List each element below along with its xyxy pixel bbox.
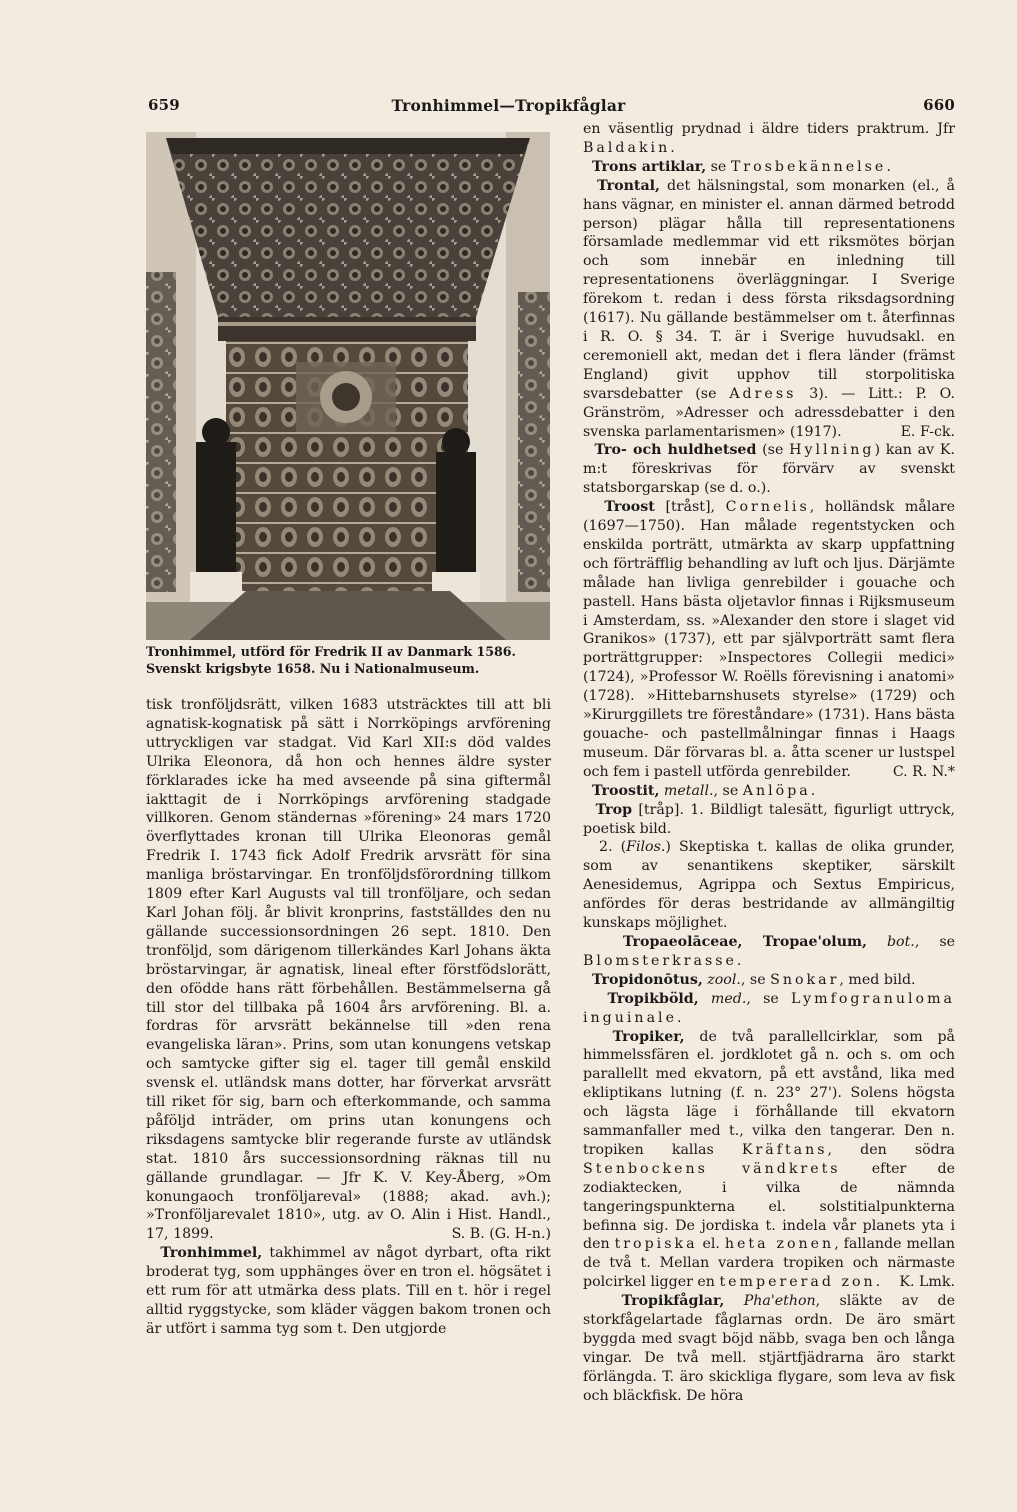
throne-canopy-photo [146, 132, 550, 640]
entry-text: , se [713, 782, 743, 799]
left-column [146, 696, 551, 1339]
entry-continuation [146, 696, 551, 1244]
entry-text: [tråst], [654, 499, 726, 516]
spaced-name: Cornelis [725, 499, 810, 516]
author-signature: S. B. (G. H-n.) [451, 1226, 551, 1243]
entry-tropikfaglar [583, 1292, 955, 1405]
caption-line: Tronhimmel, utförd för Fredrik II av Danmark 1586. [146, 644, 516, 659]
entry-text: , fallande mellan de två t. Mellan vardera tropiken och närmaste polcirkel ligger en [583, 1236, 955, 1291]
entry-text: 3). — Litt.: P. O. Gränström, »Adresser och adressdebatter i den svenska parlamentarismen» (1917). [583, 385, 955, 440]
entry-text: el. [697, 1236, 725, 1253]
entry-text: [tråp]. 1. Bildligt talesätt, figurligt uttryck, poetisk bild. [583, 801, 955, 837]
photo-illustration [146, 132, 550, 640]
page-number-right: 660 [923, 96, 955, 114]
entry-text: , den södra [827, 1141, 956, 1158]
entry-text: . [676, 1009, 682, 1026]
headword: Trop [595, 801, 633, 818]
entry-tro-och-huldhetsed [583, 441, 955, 498]
author-signature: K. Lmk. [899, 1274, 955, 1291]
author-signature: E. F-ck. [900, 423, 955, 440]
figure-caption [146, 644, 554, 677]
entry-trontal [583, 177, 955, 442]
entry-tronhimmel [146, 1244, 551, 1339]
entry-text: . [670, 139, 675, 156]
entry-troostit [583, 782, 955, 801]
entry-text: . [886, 158, 891, 175]
entry-text: (se [756, 442, 790, 459]
subject-label: bot. [886, 933, 915, 950]
entry-text: , med bild. [839, 971, 916, 988]
entry-text: , släkte av de storkfågelartade fåglarnas ordn. De äro smärt byggda med svagt böjd näbb, svaga ben och långa vingar. De två mell. stjärtfjädrarna äro starkt förlängda. T. äro skickliga flygare, som leva av fisk och bläckfisk. De höra [583, 1293, 955, 1404]
headword: Troost [604, 499, 655, 516]
headword: Tropidonōtus, [592, 971, 703, 988]
cross-reference: Trosbekännelse [730, 158, 887, 175]
entry-tropaeolaceae [583, 933, 955, 971]
entry-text: takhimmel av något dyrbart, ofta rikt broderat tyg, som upphänges över en tron el. högsätet i ett rum för att utmärka dess plats. Till en t. hör i regel alltid ryggstycke, som kläder väggen bakom tronen och är utfört i samma tyg som t. Den utgjorde [146, 1245, 551, 1337]
subject-label: metall. [663, 782, 714, 799]
page-number-left: 659 [148, 96, 180, 114]
entry-tropiker [583, 1028, 955, 1293]
running-title: Tronhimmel—Tropikfåglar [391, 96, 626, 115]
spaced-term: Kräftans [741, 1141, 828, 1158]
entry-continuation [583, 120, 955, 158]
latin-name: Pha'ethon [743, 1293, 816, 1310]
entry-text: 2. ( [599, 839, 627, 856]
entry-text: , se [740, 971, 771, 988]
entry-trons-artiklar [583, 158, 955, 177]
headword: Trontal, [597, 177, 660, 194]
entry-text: . [810, 782, 816, 799]
subject-label: Filos. [626, 839, 666, 856]
headword: Tropiker, [612, 1028, 685, 1045]
subject-label: med. [710, 990, 747, 1007]
headword: Tro- och huldhetsed [594, 442, 757, 459]
headword: Troostit, [592, 782, 660, 799]
entry-text: , holländsk målare (1697—1750). Han målade regentstycken och enskilda porträtt, utmärkta av skarp uppfattning och förträfflig behandling av luft och ljus. Därjämte målade han livliga genrebilder i gouache och pastell. Hans bästa oljetavlor finnas i Rijksmuseum i Amsterdam, ss. »Alexander den store i slaget vid Granikos» (1737), ett par självporträtt samt flera porträttgrupper: »Inspectores Collegii medici» (1724), »Professor W. Roëlls förevisning i anatomi» (1728). »Hittebarnshusets styrelse» (1729) och »Kirurggillets tre föreståndare» (1731). Hans bästa gouache- och pastellmålningar finnas i Haags museum. Där förvaras bl. a. åtta scener ur lustspel och fem i pastell utförda genrebilder. [583, 499, 955, 780]
entry-trop [583, 801, 955, 839]
entry-text: se [706, 158, 731, 175]
entry-text: det hälsningstal, som monarken (el., å hans vägnar, en minister el. annan därmed betrodd person) plägar hålla till representationens församlade medlemmar vid ett riksmötes början och som innebär en inledning till representationens överläggningar. I Sverige förekom t. redan i dess första riksdagsordning (1617). Nu gällande bestämmelser om t. återfinnas i R. O. § 34. T. är i Sverige huvudsakl. en ceremoniell akt, medan det i flera länder (främst England) givit upphov till storpolitiska svarsdebatter (se [583, 177, 955, 402]
caption-line: Svenskt krigsbyte 1658. Nu i Nationalmuseum. [146, 660, 480, 676]
headword: Tronhimmel, [160, 1245, 263, 1262]
entry-text: ) Skeptiska t. kallas de olika grunder, som av senantikens skeptiker, särskilt Aenesidemus, Agrippa och Sextus Empiricus, anfördes för deras bestridande av allmängiltig kunskaps möjlighet. [583, 839, 955, 932]
entry-text: . [875, 1274, 881, 1291]
cross-reference: Adress [729, 385, 797, 402]
author-signature: C. R. N.* [892, 763, 955, 780]
entry-text: efter de zodiaktecken, i vilka de nämnda tangeringspunkterna el. solstitialpunkterna befinna sig. De jordiska t. indela vår planets yta i den [583, 1160, 955, 1253]
entry-tropikbold [583, 990, 955, 1028]
spaced-term: heta zonen [724, 1236, 835, 1253]
spaced-term: tropiska [614, 1236, 698, 1253]
entry-text: ) kan av K. m:t föreskrivas för förvärv av svenskt statsborgarskap (se d. o.). [583, 442, 955, 497]
spaced-term: Stenbockens vändkrets [583, 1160, 841, 1177]
entry-text: , se [746, 990, 791, 1007]
headword: Tropaeolāceae, Tropae'olum, [623, 933, 867, 950]
entry-text: . [736, 952, 742, 969]
entry-text: en väsentlig prydnad i äldre tiders praktrum. Jfr [583, 121, 955, 137]
cross-reference: Anlöpa [742, 782, 811, 799]
entry-tropidonotus [583, 971, 955, 990]
entry-troost [583, 498, 955, 782]
spaced-term: tempererad zon [719, 1274, 876, 1291]
entry-text: , se [914, 933, 955, 950]
cross-reference: Hyllning [789, 442, 875, 459]
right-column [583, 120, 955, 1406]
cross-reference: Snokar [770, 971, 840, 988]
subject-label: zool. [707, 971, 741, 988]
headword: Tropikböld, [607, 990, 699, 1007]
entry-trop-2 [583, 838, 955, 933]
cross-reference: Blomsterkrasse [583, 952, 737, 969]
cross-reference: Baldakin [583, 139, 671, 156]
headword: Trons artiklar, [592, 158, 707, 175]
cross-reference: Lymfogranuloma inguinale [583, 990, 955, 1026]
entry-text: de två parallellcirklar, som på himmelssfären el. jordklotet gå n. och s. om och parallellt med ekvatorn, på ett avstånd, lika med ekliptikans lutning (f. n. 23° 27'). Solens högsta och lägsta läge i förhållande till ekvatorn sammanfaller med t., vilka den tangerar. Den n. tropiken kallas [583, 1028, 955, 1158]
entry-text: tisk tronföljdsrätt, vilken 1683 utsträcktes till att bli agnatisk-kognatisk på sätt i Norrköpings arvförening uttryckligen var stadgat. Vid Karl XII:s död valdes Ulrika Eleonora, då hon och hennes äldre syster förklarades icke ha med avseende på sina giftermål iakttagit de i Norrköpings arvförening stadgade villkoren. Genom ständernas »förening» 24 mars 1720 överflyttades kronan till Ulrika Eleonoras gemål Fredrik I. 1743 fick Adolf Fredrik arvsrätt för sina manliga bröstarvingar. En tronföljdsförordning tillkom 1809 efter Karl Augusts val till tronföljare, och sedan Karl Johan följ. år blivit kronprins, fastställdes den nu gällande successionsordningen 26 sept. 1810. Den tronföljd, som därigenom tillerkändes Karl Johans äkta bröstarvingar, är agnatisk, lineal efter förstfödslorätt, den ofödde hans rätt förbehållen. Bestämmelserna gå till stor del tillbaka på 1604 års arvförening. Bl. a. fordras för arvsrätt bekännelse till »den rena evangeliska läran». Prins, som utan konungens vetskap och samtycke gifter sig el. tager till gemål enskild svensk el. utländsk mans dotter, har förverkat arvsrätt till riket för sig, barn och efterkommande, och samma påföljd inträder, om prins utan konungens och riksdagens samtycke blir regerande furste av utländsk stat. 1810 års successionsordning räknas till nu gällande grundlagar. — Jfr K. V. Key-Åberg, »Om konungaoch tronföljareval» (1888; akad. avh.); »Tronföljarevalet 1810», utg. av O. Alin i Hist. Handl., 17, 1899. [146, 697, 551, 1243]
headword: Tropikfåglar, [621, 1293, 725, 1310]
